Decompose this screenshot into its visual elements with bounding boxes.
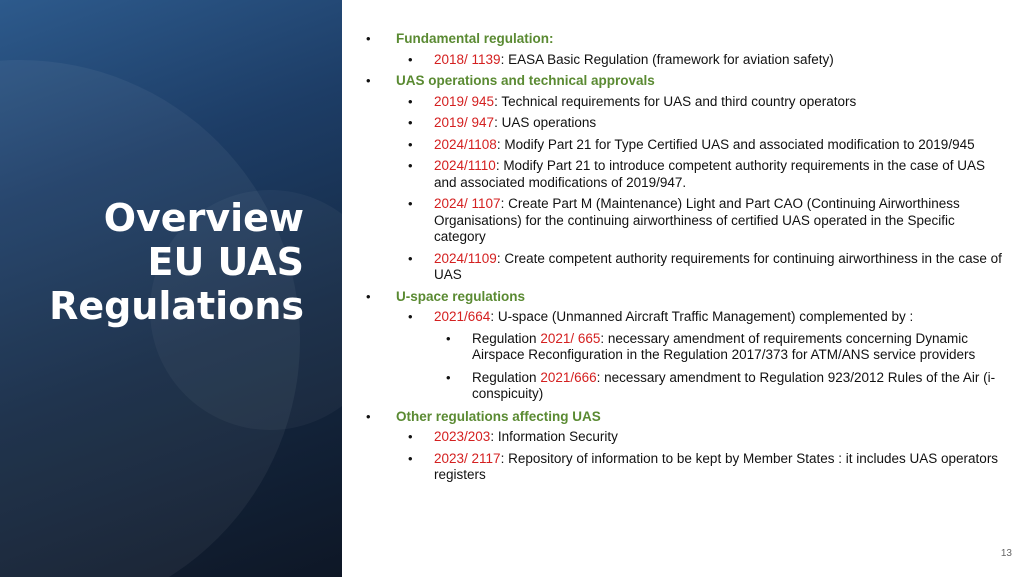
list-item <box>396 94 1004 111</box>
sub-list-item <box>434 370 1004 403</box>
regulations-list <box>364 31 1004 489</box>
section-heading: UAS operations and technical approvals <box>396 73 655 88</box>
title-panel <box>0 0 342 577</box>
regulation-code: 2024/1110 <box>434 158 496 173</box>
regulation-code: 2024/1108 <box>434 136 497 152</box>
regulation-text: : UAS operations <box>494 115 597 130</box>
list-item <box>396 196 1004 246</box>
regulation-text: : EASA Basic Regulation (framework for aviation safety) <box>500 51 834 67</box>
regulation-text: : U-space (Unmanned Aircraft Traffic Management) complemented by : <box>490 309 914 324</box>
page-number: 13 <box>1000 548 1012 559</box>
regulation-code: 2018/ 1139 <box>434 51 501 67</box>
regulation-code: 2019/ 947 <box>434 115 495 130</box>
regulation-text: : Modify Part 21 for Type Certified UAS and associated modification to 2019/945 <box>496 136 975 152</box>
regulation-text: : Create Part M (Maintenance) Light and Part CAO (Continuing Airworthiness Organisations) for the continuing airworthiness of certified UAS operated in the Specific category <box>434 196 960 244</box>
section-heading: U-space regulations <box>396 288 526 304</box>
list-item <box>396 251 1004 284</box>
list-item <box>396 309 1004 403</box>
list-item <box>396 429 1004 446</box>
section-fundamental <box>364 31 1004 68</box>
regulation-code: 2023/ 2117 <box>434 450 501 466</box>
title-line: Overview <box>103 196 304 240</box>
section-heading: Other regulations affecting UAS <box>396 408 601 424</box>
regulation-prefix: Regulation <box>472 330 541 346</box>
list-item <box>396 52 1004 69</box>
regulation-code: 2024/1109 <box>434 250 497 266</box>
list-item <box>396 137 1004 154</box>
regulation-code: 2019/ 945 <box>434 93 495 109</box>
regulation-text: : necessary amendment to Regulation 923/2012 Rules of the Air (i-conspicuity) <box>472 369 996 401</box>
slide-title <box>49 196 304 328</box>
list-item <box>396 451 1004 484</box>
regulation-code: 2024/ 1107 <box>434 196 501 211</box>
section-uas-operations <box>364 73 1004 284</box>
regulation-text: : Create competent authority requirements for continuing airworthiness in the case of UAS <box>434 250 1002 282</box>
regulation-code: 2023/203 <box>434 429 491 444</box>
regulation-text: : Information Security <box>490 429 618 444</box>
section-other <box>364 409 1004 484</box>
regulation-text: : necessary amendment of requirements concerning Dynamic Airspace Reconfiguration in the Regulation 2017/373 for ATM/ANS service providers <box>472 330 976 362</box>
list-item <box>396 158 1004 191</box>
regulation-code: 2021/666 <box>540 369 597 385</box>
title-line: EU UAS <box>147 240 304 284</box>
regulation-code: 2021/664 <box>434 309 491 324</box>
section-u-space <box>364 289 1004 403</box>
regulation-prefix: Regulation <box>472 369 541 385</box>
regulation-text: : Repository of information to be kept by Member States : it includes UAS operators registers <box>434 450 999 482</box>
section-heading: Fundamental regulation: <box>396 31 554 46</box>
regulation-text: : Technical requirements for UAS and third country operators <box>494 93 857 109</box>
regulation-code: 2021/ 665 <box>540 330 601 346</box>
sub-list-item <box>434 331 1004 364</box>
title-line: Regulations <box>49 284 304 328</box>
regulation-text: : Modify Part 21 to introduce competent authority requirements in the case of UAS and associated modifications of 2019/947. <box>434 158 986 190</box>
list-item <box>396 115 1004 132</box>
